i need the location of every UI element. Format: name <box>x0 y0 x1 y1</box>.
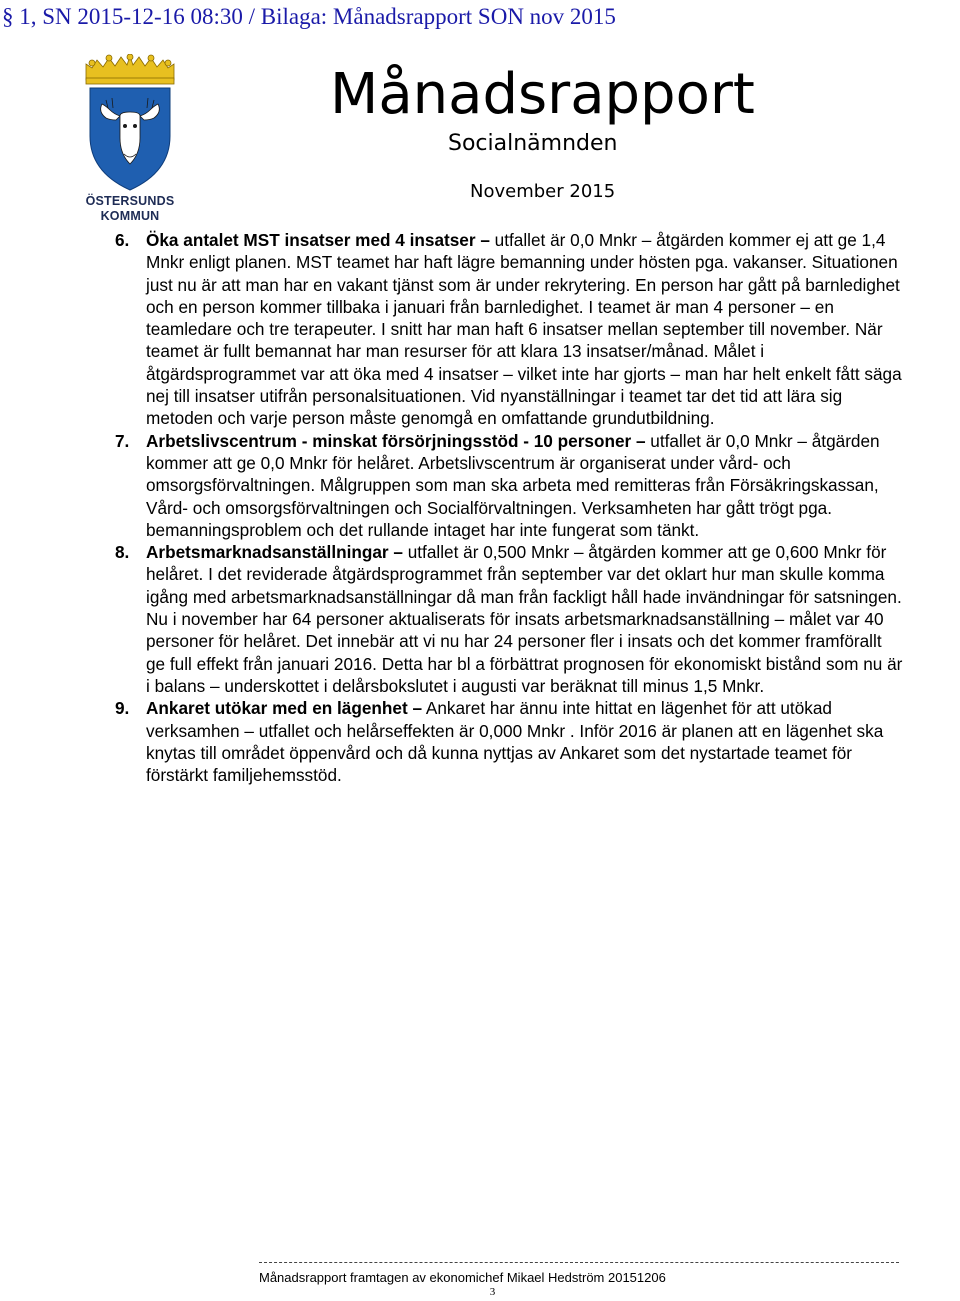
item-body: Ankaret har ännu inte hittat en lägenhet för att utökad verksamhen – utfallet och helårseffekten är 0,000 Mnkr . Inför 2016 är planen att en lägenhet ska knytas till området öppenvård och då kunna nyttjas av Ankaret som det nystartade teamet för förstärkt familjehemsstöd. <box>146 698 884 786</box>
footer-text: Månadsrapport framtagen av ekonomichef Mikael Hedström 20151206 <box>259 1270 666 1285</box>
list-item <box>115 697 905 786</box>
item-body: utfallet är 0,500 Mnkr – åtgärden kommer att ge 0,600 Mnkr för helåret. I det reviderade åtgärdsprogrammet från september var det oklart hur man skulle komma igång med arbetsmarknadsanställningar då man från fackligt håll hade invändningar för satsningen. Nu i november har 64 personer aktualiserats för insats arbetsmarknadsanställning – målet var 40 personer för helåret. Det innebär att vi nu har 24 personer fler i insats och det kommer framförallt ge full effekt från januari 2016. Detta har bl a förbättrat prognosen för ekonomiskt bistånd som nu är i balans – underskottet i delårsbokslutet i augusti var beräknat till minus 1,5 Mnkr. <box>146 542 903 696</box>
logo-text-line2: KOMMUN <box>100 209 160 223</box>
list-item <box>115 541 905 697</box>
document-header: § 1, SN 2015-12-16 08:30 / Bilaga: Månadsrapport SON nov 2015 <box>2 4 616 29</box>
footer-divider <box>259 1262 899 1263</box>
item-body: utfallet är 0,0 Mnkr – åtgärden kommer att ge 0,0 Mnkr för helåret. Arbetslivscentrum är organiserat under vård- och omsorgsförvaltningen. Målgruppen som man ska arbeta med remitteras från Försäkringskassan, Vård- och omsorgsförvaltningen och Socialförvaltningen. Verksamheten har gått trögt pga. bemanningsproblem och det rullande intaget har inte fungerat som tänkt. <box>146 430 880 540</box>
measures-list <box>115 229 905 786</box>
item-heading: Arbetslivscentrum - minskat försörjningsstöd - 10 personer – <box>146 430 646 451</box>
page-title: Månadsrapport <box>330 62 755 127</box>
ostersunds-kommun-logo <box>80 54 180 224</box>
report-date: November 2015 <box>470 181 616 202</box>
list-item <box>115 430 905 541</box>
coat-of-arms-icon <box>80 54 180 194</box>
page-subtitle: Socialnämnden <box>448 131 618 156</box>
item-body: utfallet är 0,0 Mnkr – åtgärden kommer ej att ge 1,4 Mnkr enligt planen. MST teamet har haft lägre bemanning under hösten pga. vakanser. Situationen just nu är att man har en vakant tjänst som är under rekrytering. En person har gått på barnledighet och en person kommer tillbaka i januari från barnledighet. I teamet är man 4 personer – en teamledare och tre terapeuter. I snitt har man haft 6 insatser mellan september till november. När teamet är fullt bemannat har man resurser för att klara 13 insatser/månad. Målet i åtgärdsprogrammet var att öka med 4 insatser – vilket inte har gjorts – man har helt enkelt fått säga nej till insatser utifrån personalsituationen. Vid nyanställningar i teamet tar det tid att lära sig metoden och varje person måste genomgå en omfattande grundutbildning. <box>146 230 902 429</box>
page-number: 3 <box>489 1286 496 1298</box>
logo-text-line1: ÖSTERSUNDS <box>85 194 175 208</box>
item-number: 9. <box>115 698 130 719</box>
item-number: 8. <box>115 542 130 563</box>
list-item <box>115 229 905 430</box>
item-number: 6. <box>115 230 130 250</box>
item-heading: Öka antalet MST insatser med 4 insatser – <box>146 230 490 250</box>
item-number: 7. <box>115 430 130 451</box>
item-heading: Ankaret utökar med en lägenhet – <box>146 698 423 719</box>
item-heading: Arbetsmarknadsanställningar – <box>146 542 403 563</box>
